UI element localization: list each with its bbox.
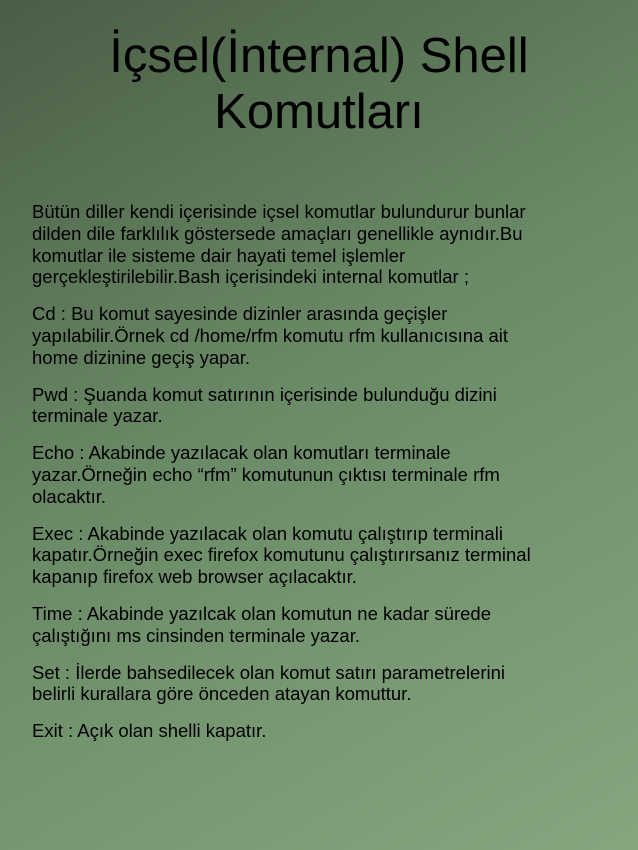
text-line: terminale yazar. xyxy=(32,405,163,427)
text-line: dilden dile farklılık göstersede amaçları genellikle aynıdır.Bu xyxy=(32,222,523,244)
text-line: olacaktır. xyxy=(32,485,107,507)
text-line: Echo : Akabinde yazılacak olan komutları terminale xyxy=(32,442,451,464)
title-line: Komutları xyxy=(214,85,424,139)
slide-title xyxy=(0,28,638,140)
text-line: Cd : Bu komut sayesinde dizinler arasında geçişler xyxy=(32,303,448,325)
paragraph-intro xyxy=(32,201,616,288)
title-line: İçsel(İnternal) Shell xyxy=(109,29,529,83)
slide-body xyxy=(32,201,616,757)
text-line: kapanıp firefox web browser açılacaktır. xyxy=(32,566,357,588)
text-line: Time : Akabinde yazılcak olan komutun ne kadar sürede xyxy=(32,602,491,624)
text-line: kapatır.Örneğin exec firefox komutunu çalıştırırsanız terminal xyxy=(32,544,531,566)
text-line: Bütün diller kendi içerisinde içsel komutlar bulundurur bunlar xyxy=(32,201,526,222)
text-line: Pwd : Şuanda komut satırının içerisinde bulunduğu dizini xyxy=(32,383,497,405)
paragraph-set xyxy=(32,662,616,706)
text-line: home dizinine geçiş yapar. xyxy=(32,346,251,368)
text-line: yapılabilir.Örnek cd /home/rfm komutu rfm kullanıcısına ait xyxy=(32,324,509,346)
text-line: çalıştığını ms cinsinden terminale yazar. xyxy=(32,624,361,646)
paragraph-echo xyxy=(32,442,616,507)
paragraph-exec xyxy=(32,523,616,588)
paragraph-pwd xyxy=(32,384,616,428)
text-line: belirli kurallara göre önceden atayan komuttur. xyxy=(32,683,412,705)
text-line: Exit : Açık olan shelli kapatır. xyxy=(32,720,267,742)
paragraph-time xyxy=(32,603,616,647)
text-line: komutlar ile sisteme dair hayati temel işlemler xyxy=(32,244,406,266)
paragraph-cd xyxy=(32,303,616,368)
text-line: Exec : Akabinde yazılacak olan komutu çalıştırıp terminali xyxy=(32,522,503,544)
text-line: yazar.Örneğin echo “rfm” komutunun çıktısı terminale rfm xyxy=(32,463,500,485)
text-line: Set : İlerde bahsedilecek olan komut satırı parametrelerini xyxy=(32,661,506,683)
paragraph-exit xyxy=(32,720,616,742)
text-line: gerçekleştirilebilir.Bash içerisindeki internal komutlar ; xyxy=(32,266,469,288)
